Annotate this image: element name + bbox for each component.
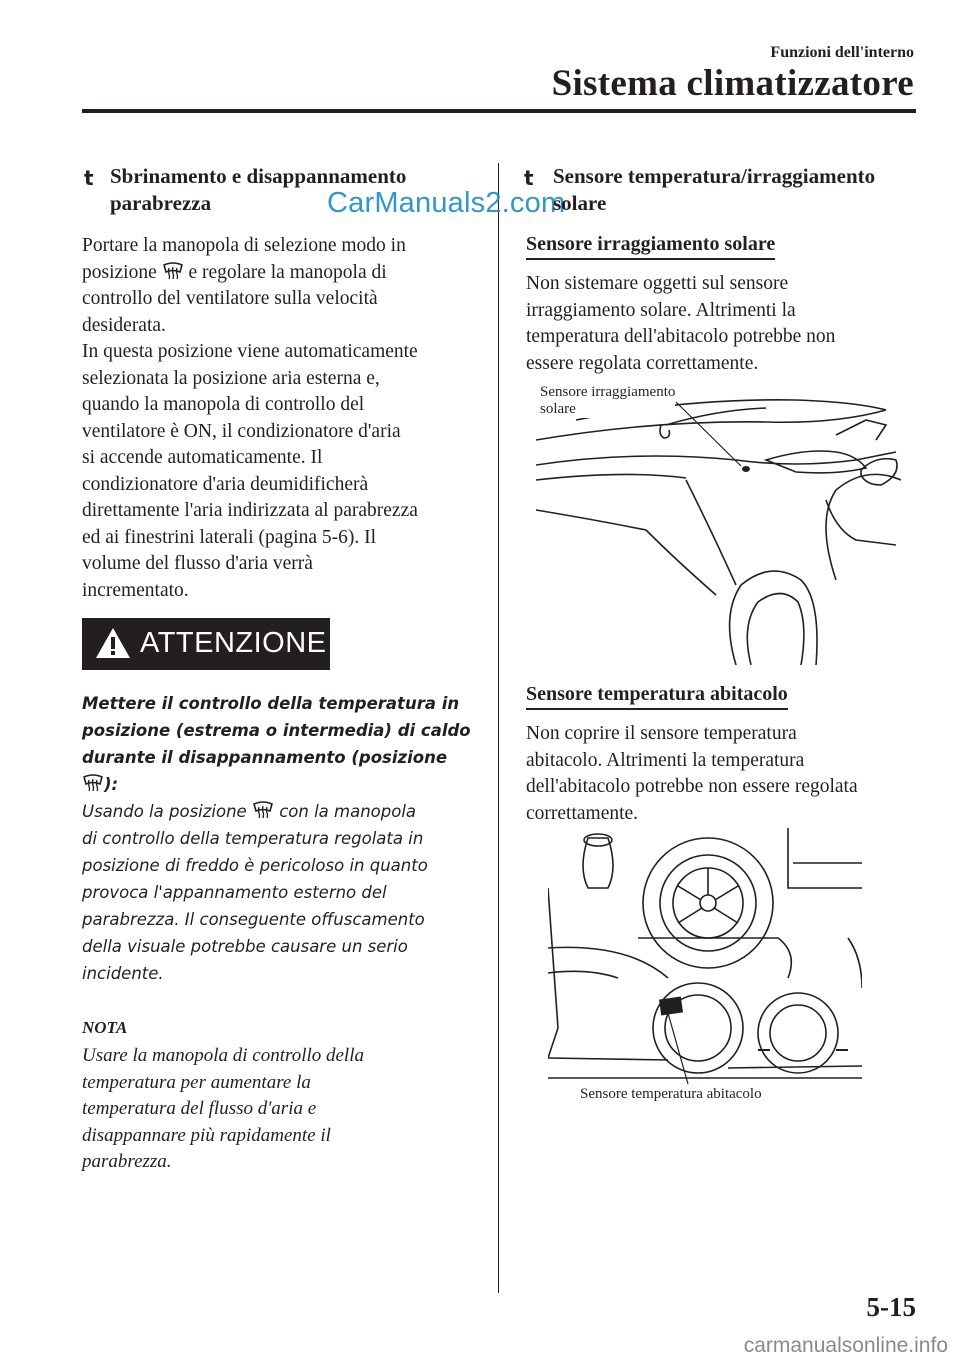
cabin-sensor-illustration xyxy=(548,828,862,1086)
windshield-defrost-icon xyxy=(162,262,184,280)
solar-sensor-caption: Sensore irraggiamento solare xyxy=(540,384,676,417)
column-divider xyxy=(498,163,499,1293)
subsection-title-solar: Sensore irraggiamento solare xyxy=(526,233,775,260)
windshield-defrost-icon xyxy=(252,801,274,819)
windshield-defrost-icon xyxy=(82,774,104,792)
warning-banner xyxy=(82,618,330,670)
page-title: Sistema climatizzatore xyxy=(551,63,914,104)
nota-text: Usare la manopola di controllo della temperatura per aumentare la temperatura del flusso d'aria e disappannare più rapidamente il parabrezza. xyxy=(82,1045,364,1172)
section-bullet: t xyxy=(84,166,94,190)
footer-watermark: carmanualsonline.info xyxy=(743,1334,948,1357)
cabin-sensor-text: Non coprire il sensore temperatura abitacolo. Altrimenti la temperatura dell'abitacolo potrebbe non essere regolata correttamente. xyxy=(526,723,858,824)
warning-text: Mettere il controllo della temperatura in posizione (estrema o intermedia) di caldo durante il disappannamento (posizione ): Usando la posizione con la manopola di controllo della temperatura regolata in posizione di freddo è pericoloso in quanto provoca l'appannamento esterno del parabrezza. Il conseguente offuscamento della visuale potrebbe causare un serio incidente. xyxy=(82,694,471,983)
left-body-text: Portare la manopola di selezione modo in posizione e regolare la manopola di controllo del ventilatore sulla velocità desiderata. In questa posizione viene automaticamente selezionata la posizione aria esterna e, quando la manopola di controllo del ventilatore è ON, il condizionatore d'aria si accende automaticamente. Il condizionatore d'aria deumidificherà direttamente l'aria indirizzata al parabrezza ed ai finestrini laterali (pagina 5-6). Il volume del flusso d'aria verrà incrementato. xyxy=(82,235,418,601)
header-rule xyxy=(82,109,916,113)
subsection-title-cabin: Sensore temperatura abitacolo xyxy=(526,683,788,710)
left-section-heading: Sbrinamento e disappannamento parabrezza xyxy=(110,164,407,215)
cabin-sensor-caption: Sensore temperatura abitacolo xyxy=(580,1086,762,1102)
section-bullet: t xyxy=(524,166,534,190)
header-subtitle: Funzioni dell'interno xyxy=(770,44,914,61)
page-number: 5-15 xyxy=(866,1292,916,1322)
nota-heading: NOTA xyxy=(82,1018,128,1037)
warning-triangle-icon xyxy=(94,626,132,660)
solar-sensor-illustration xyxy=(536,380,908,665)
right-section-heading: Sensore temperatura/irraggiamento solare xyxy=(553,164,876,215)
solar-sensor-text: Non sistemare oggetti sul sensore irraggiamento solare. Altrimenti la temperatura dell'abitacolo potrebbe non essere regolata correttamente. xyxy=(526,273,836,374)
warning-label: ATTENZIONE xyxy=(140,627,327,659)
watermark: CarManuals2.com xyxy=(327,187,566,219)
